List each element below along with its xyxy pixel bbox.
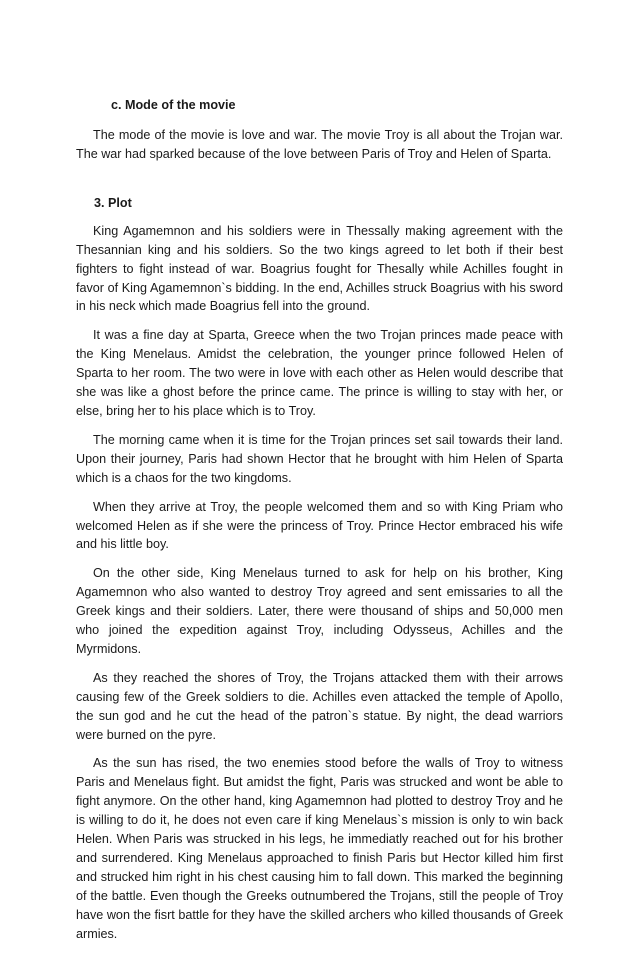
section-heading-mode-of-movie: c. Mode of the movie [111,98,236,112]
plot-paragraph-7: As the sun has rised, the two enemies stood before the walls of Troy to witness Paris and Menelaus fight. But amidst the fight, Paris was strucked and wont be able to fight anymore. On the other hand, king Agamemnon had plotted to destroy Troy and he is willing to do it, he does not even care if king Menelaus`s mission is only to win back Helen. When Paris was strucked in his legs, he immediatly reached out for his brother and surrendered. King Menelaus approached to finish Paris but Hector killed him first and strucked him right in his chest causing him to fall down. This marked the beginning of the battle. Even though the Greeks outnumbered the Trojans, still the people of Troy have won the fisrt battle for they have the skilled archers who killed thousands of Greek armies. [76,756,563,941]
plot-section-body [76,222,563,944]
plot-paragraph-5: On the other side, King Menelaus turned to ask for help on his brother, King Agamemnon who also wanted to destroy Troy agreed and sent emissaries to all the Greek kings and their soldiers. Later, there were thousand of ships and 50,000 men who joined the expedition against Troy, including Odysseus, Achilles and the Myrmidons. [76,566,563,656]
plot-paragraph-4: When they arrive at Troy, the people welcomed them and so with King Priam who welcomed Helen as if she were the princess of Troy. Prince Hector embraced his wife and his little boy. [76,499,563,552]
plot-paragraph-2: It was a fine day at Sparta, Greece when the two Trojan princes made peace with the King Menelaus. Amidst the celebration, the younger prince followed Helen of Sparta to her room. The two were in love with each other as Helen would describe that she was like a ghost before the prince came. The prince is willing to stay with her, or else, bring her to his place which is to Troy. [76,328,563,418]
plot-paragraph-3: The morning came when it is time for the Trojan princes set sail towards their land. Upon their journey, Paris had shown Hector that he brought with him Helen of Sparta which is a chaos for the two kingdoms. [76,432,563,485]
plot-paragraph-1: King Agamemnon and his soldiers were in Thessally making agreement with the Thesannian king and his soldiers. So the two kings agreed to let both if their best fighters to fight instead of war. Boagrius fought for Thesally while Achilles fought in favor of King Agamemnon`s bidding. In the end, Achilles struck Boagrius with his sword in his neck which made Boagrius fell into the ground. [76,223,563,314]
section-heading-plot: 3. Plot [94,195,132,210]
mode-of-movie-paragraph: The mode of the movie is love and war. The movie Troy is all about the Trojan war. The war had sparked because of the love between Paris of Troy and Helen of Sparta. [76,128,563,161]
plot-paragraph-6: As they reached the shores of Troy, the Trojans attacked them with their arrows causing few of the Greek soldiers to die. Achilles even attacked the temple of Apollo, the sun god and he cut the head of the patron`s statue. By night, the dead warriors were burned on the pyre. [76,670,563,742]
